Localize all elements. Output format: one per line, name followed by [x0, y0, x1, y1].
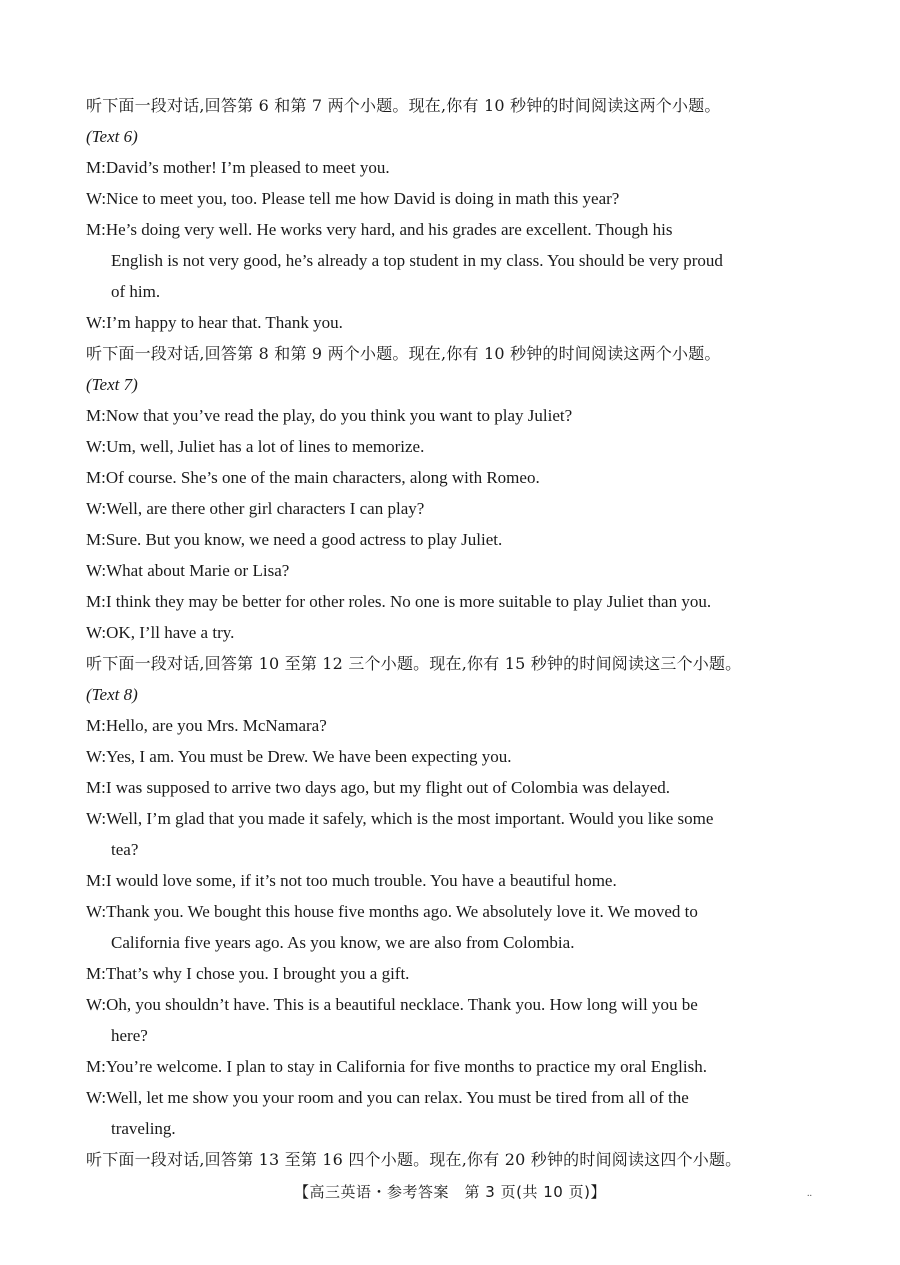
dialogue-line: M:Hello, are you Mrs. McNamara?: [86, 716, 327, 735]
dialogue-line: W:OK, I’ll have a try.: [86, 623, 235, 642]
section-instruction: 听下面一段对话,回答第 8 和第 9 两个小题。现在,你有 10 秒钟的时间阅读这两个小题。: [86, 344, 721, 363]
section-instruction: 听下面一段对话,回答第 10 至第 12 三个小题。现在,你有 15 秒钟的时间阅读这三个小题。: [86, 654, 742, 673]
page-footer: 【高三英语・参考答案 第 3 页(共 10 页)】: [294, 1183, 606, 1201]
text-label: (Text 6): [86, 127, 138, 146]
dialogue-line: W:Nice to meet you, too. Please tell me how David is doing in math this year?: [86, 189, 620, 208]
dialogue-line: W:I’m happy to hear that. Thank you.: [86, 313, 343, 332]
transcript-body: [86, 90, 821, 1175]
dialogue-continuation: tea?: [111, 840, 139, 859]
dialogue-line: M:I think they may be better for other roles. No one is more suitable to play Juliet than you.: [86, 592, 712, 611]
dialogue-continuation: English is not very good, he’s already a top student in my class. You should be very proud: [111, 251, 723, 270]
dialogue-line: M:That’s why I chose you. I brought you a gift.: [86, 964, 410, 983]
dialogue-line: M:David’s mother! I’m pleased to meet you.: [86, 158, 390, 177]
dialogue-line: M:Of course. She’s one of the main characters, along with Romeo.: [86, 468, 540, 487]
dialogue-continuation: traveling.: [111, 1119, 176, 1138]
text-label: (Text 7): [86, 375, 138, 394]
dialogue-line: W:Oh, you shouldn’t have. This is a beautiful necklace. Thank you. How long will you be: [86, 995, 698, 1014]
dialogue-line: W:Thank you. We bought this house five months ago. We absolutely love it. We moved to: [86, 902, 698, 921]
section-instruction: 听下面一段对话,回答第 13 至第 16 四个小题。现在,你有 20 秒钟的时间阅读这四个小题。: [86, 1150, 742, 1169]
dialogue-line: W:What about Marie or Lisa?: [86, 561, 290, 580]
dialogue-continuation: of him.: [111, 282, 161, 301]
dialogue-line: M:He’s doing very well. He works very hard, and his grades are excellent. Though his: [86, 220, 673, 239]
dialogue-line: W:Yes, I am. You must be Drew. We have been expecting you.: [86, 747, 512, 766]
dialogue-line: W:Well, I’m glad that you made it safely, which is the most important. Would you like some: [86, 809, 714, 828]
dialogue-line: M:Sure. But you know, we need a good actress to play Juliet.: [86, 530, 503, 549]
section-instruction: 听下面一段对话,回答第 6 和第 7 两个小题。现在,你有 10 秒钟的时间阅读这两个小题。: [86, 96, 721, 115]
dialogue-continuation: California five years ago. As you know, we are also from Colombia.: [111, 933, 575, 952]
dialogue-line: W:Um, well, Juliet has a lot of lines to memorize.: [86, 437, 425, 456]
dialogue-line: W:Well, let me show you your room and you can relax. You must be tired from all of the: [86, 1088, 689, 1107]
dialogue-line: M:You’re welcome. I plan to stay in California for five months to practice my oral English.: [86, 1057, 707, 1076]
dialogue-line: M:I was supposed to arrive two days ago, but my flight out of Colombia was delayed.: [86, 778, 671, 797]
footer-mark: ..: [807, 1188, 812, 1199]
dialogue-line: M:Now that you’ve read the play, do you think you want to play Juliet?: [86, 406, 573, 425]
text-label: (Text 8): [86, 685, 138, 704]
dialogue-line: M:I would love some, if it’s not too much trouble. You have a beautiful home.: [86, 871, 617, 890]
dialogue-continuation: here?: [111, 1026, 148, 1045]
dialogue-line: W:Well, are there other girl characters I can play?: [86, 499, 425, 518]
